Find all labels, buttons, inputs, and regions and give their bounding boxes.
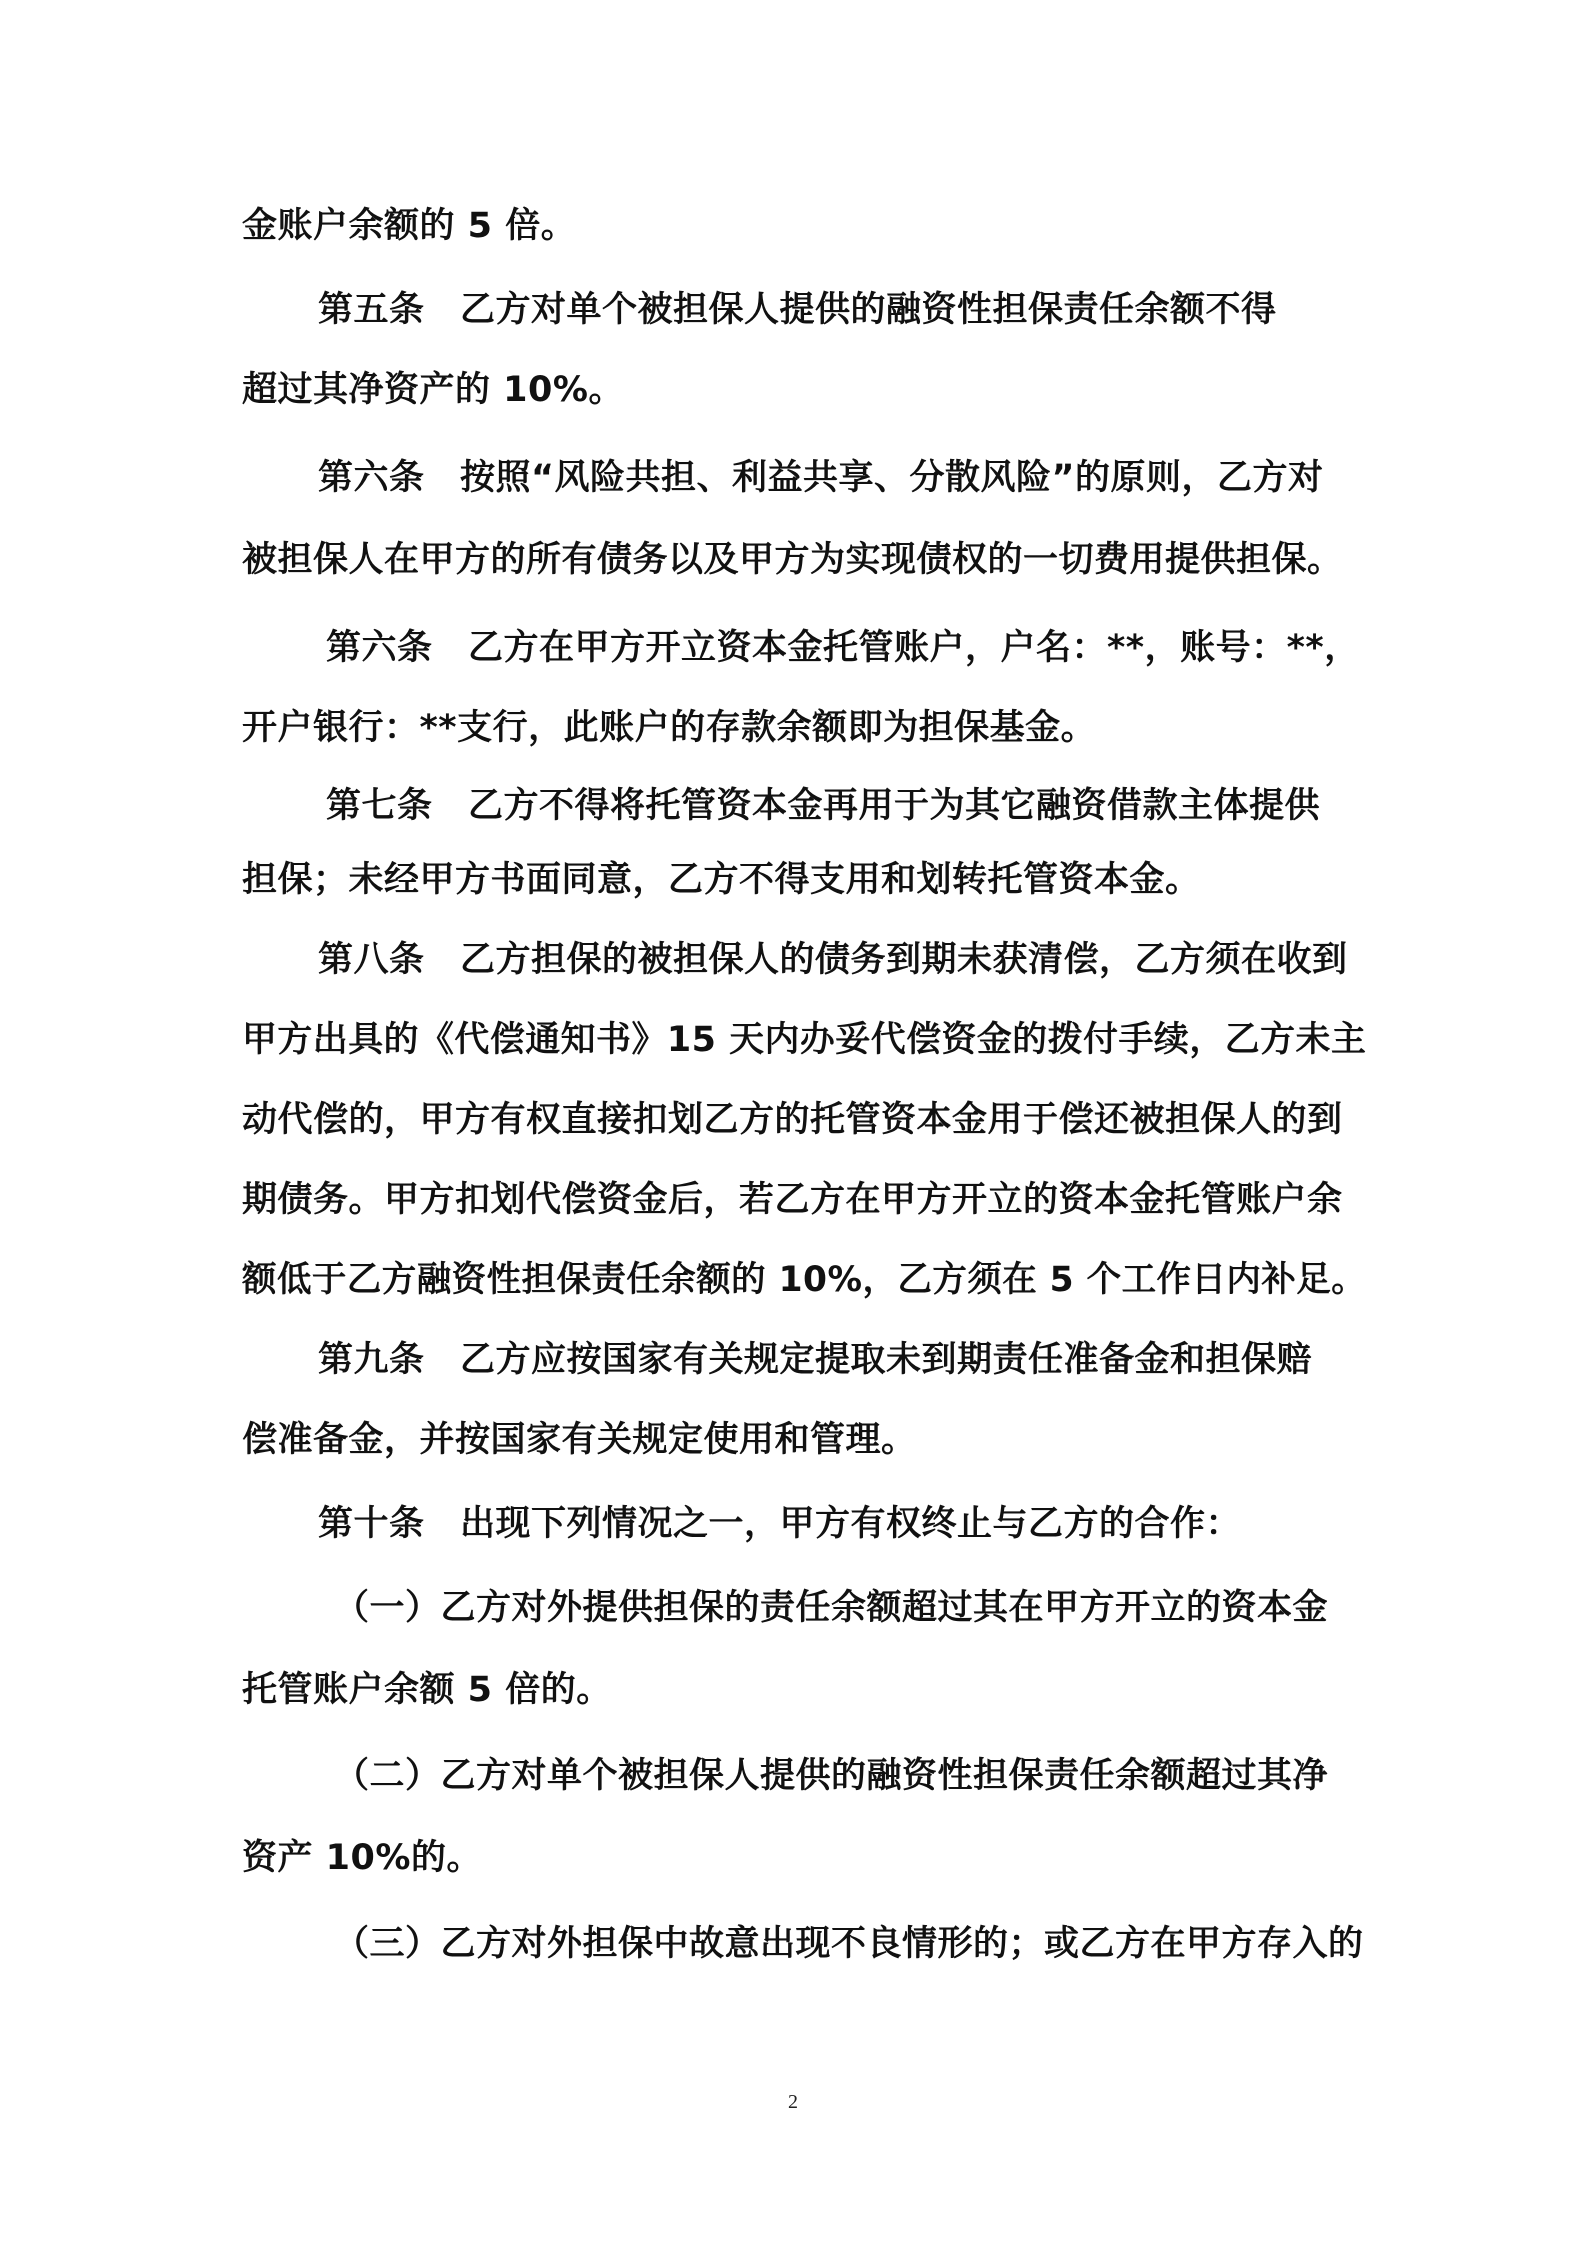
text-line: 资产 10%的。 xyxy=(242,1838,482,1878)
text-line: 第五条 乙方对单个被担保人提供的融资性担保责任余额不得 xyxy=(318,290,1277,330)
text-line: 动代偿的，甲方有权直接扣划乙方的托管资本金用于偿还被担保人的到 xyxy=(242,1100,1343,1140)
text-line: （二）乙方对单个被担保人提供的融资性担保责任余额超过其净 xyxy=(334,1756,1329,1796)
text-line: 超过其净资产的 10%。 xyxy=(242,370,624,410)
text-line: 托管账户余额 5 倍的。 xyxy=(242,1670,612,1710)
page-number: 2 xyxy=(788,2091,798,2113)
text-line: 第六条 乙方在甲方开立资本金托管账户，户名：**，账号：**， xyxy=(326,628,1360,668)
text-line: 第七条 乙方不得将托管资本金再用于为其它融资借款主体提供 xyxy=(326,786,1321,826)
text-line: 第十条 出现下列情况之一，甲方有权终止与乙方的合作： xyxy=(318,1504,1242,1544)
text-line: 第九条 乙方应按国家有关规定提取未到期责任准备金和担保赔 xyxy=(318,1340,1313,1380)
text-line: （一）乙方对外提供担保的责任余额超过其在甲方开立的资本金 xyxy=(334,1588,1329,1628)
text-line: （三）乙方对外担保中故意出现不良情形的；或乙方在甲方存入的 xyxy=(334,1924,1364,1964)
text-line: 被担保人在甲方的所有债务以及甲方为实现债权的一切费用提供担保。 xyxy=(242,540,1343,580)
text-line: 第六条 按照“风险共担、利益共享、分散风险”的原则，乙方对 xyxy=(318,458,1324,498)
text-line: 担保；未经甲方书面同意，乙方不得支用和划转托管资本金。 xyxy=(242,860,1201,900)
text-line: 第八条 乙方担保的被担保人的债务到期未获清偿，乙方须在收到 xyxy=(318,940,1348,980)
text-line: 额低于乙方融资性担保责任余额的 10%，乙方须在 5 个工作日内补足。 xyxy=(242,1260,1367,1300)
text-line: 偿准备金，并按国家有关规定使用和管理。 xyxy=(242,1420,917,1460)
text-line: 甲方出具的《代偿通知书》15 天内办妥代偿资金的拨付手续，乙方未主 xyxy=(242,1020,1367,1060)
text-line: 期债务。甲方扣划代偿资金后，若乙方在甲方开立的资本金托管账户余 xyxy=(242,1180,1343,1220)
text-line: 开户银行：**支行，此账户的存款余额即为担保基金。 xyxy=(242,708,1097,748)
text-line: 金账户余额的 5 倍。 xyxy=(242,206,577,246)
